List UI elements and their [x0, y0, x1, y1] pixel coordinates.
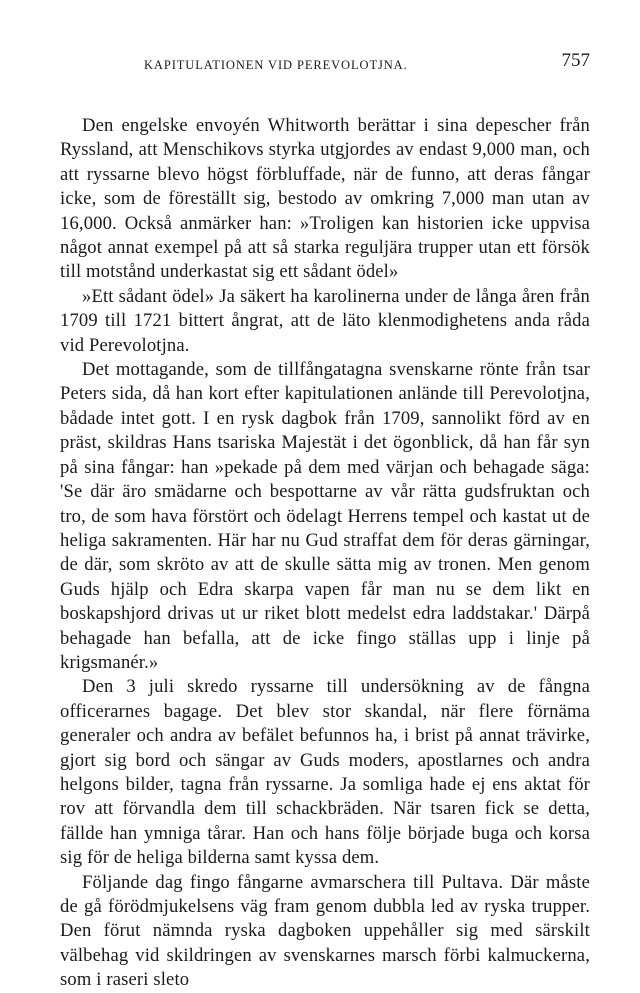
- page-number: 757: [561, 50, 590, 71]
- running-header: [60, 50, 590, 76]
- paragraph-bagage: Den 3 juli skredo ryssarne till undersökning av de fångna officerarnes bagage. Det blev stor skandal, när flere förnäma generaler och andra av befälet befunnos ha, i brist på annat trävirke, gjort sig bord och sängar av Guds moders, apostlarnes och andra helgons bilder, tagna från ryssarne. Ja somliga hade ej ens aktat för rov att förvandla dem till schackbräden. När tsaren fick se detta, fällde han ymniga tårar. Han och hans följe började buga och korsa sig för de heliga bilderna samt kyssa dem.: [60, 676, 590, 869]
- paragraph-whitworth: Den engelske envoyén Whitworth berättar i sina depescher från Ryssland, att Menschikovs styrka utgjordes av endast 9,000 man, och att ryssarne blevo högst förbluffade, när de funno, att deras fångar icke, som de föreställt sig, bestodo av omkring 7,000 man utan av 16,000. Också anmärker han: »Troligen kan historien icke uppvisa något annat exempel på att så starka reguljära trupper utan ett försök till motstånd underkastat sig ett sådant ödel»: [60, 115, 590, 283]
- body-text: [60, 114, 590, 993]
- running-title: KAPITULATIONEN VID PEREVOLOTJNA.: [144, 58, 408, 72]
- paragraph-sadant-odel: »Ett sådant ödel» Ja säkert ha karolinerna under de långa åren från 1709 till 1721 bittert ångrat, att de läto klenmodighetens anda råda vid Perevolotjna.: [60, 285, 590, 356]
- paragraph-pultava: Följande dag fingo fångarne avmarschera till Pultava. Där måste de gå förödmjukelsens väg fram genom dubbla led av ryska trupper. Den förut nämnda ryska dagboken uppehåller sig med särskilt välbehag vid skildringen av svenskarnes marsch förbi kalmuckerna, som i raseri sleto: [60, 871, 590, 991]
- book-page: [60, 50, 590, 993]
- paragraph-mottagande: Det mottagande, som de tillfångatagna svenskarne rönte från tsar Peters sida, då han kort efter kapitulationen anlände till Perevolotjna, bådade intet gott. I en rysk dagbok från 1709, sannolikt förd av en präst, skildras Hans tsariska Majestät i det ögonblick, då han får syn på sina fångar: han »pekade på dem med värjan och behagade säga: 'Se där äro smädarne och bespottarne av vår rätta gudsfruktan och tro, de som hava förstört och ödelagt Herrens tempel och kastat ut de heliga sakramenten. Här har nu Gud straffat dem för deras gärningar, de där, som skröto av att de skulle sätta mig av tronen. Men genom Guds hjälp och Edra skarpa vapen får man nu se dem likt en boskapshjord drivas ut ur riket blott medelst edra laddstakar.' Därpå behagade han befalla, att de icke fingo ställas upp i linje på krigsmanér.»: [60, 359, 590, 673]
